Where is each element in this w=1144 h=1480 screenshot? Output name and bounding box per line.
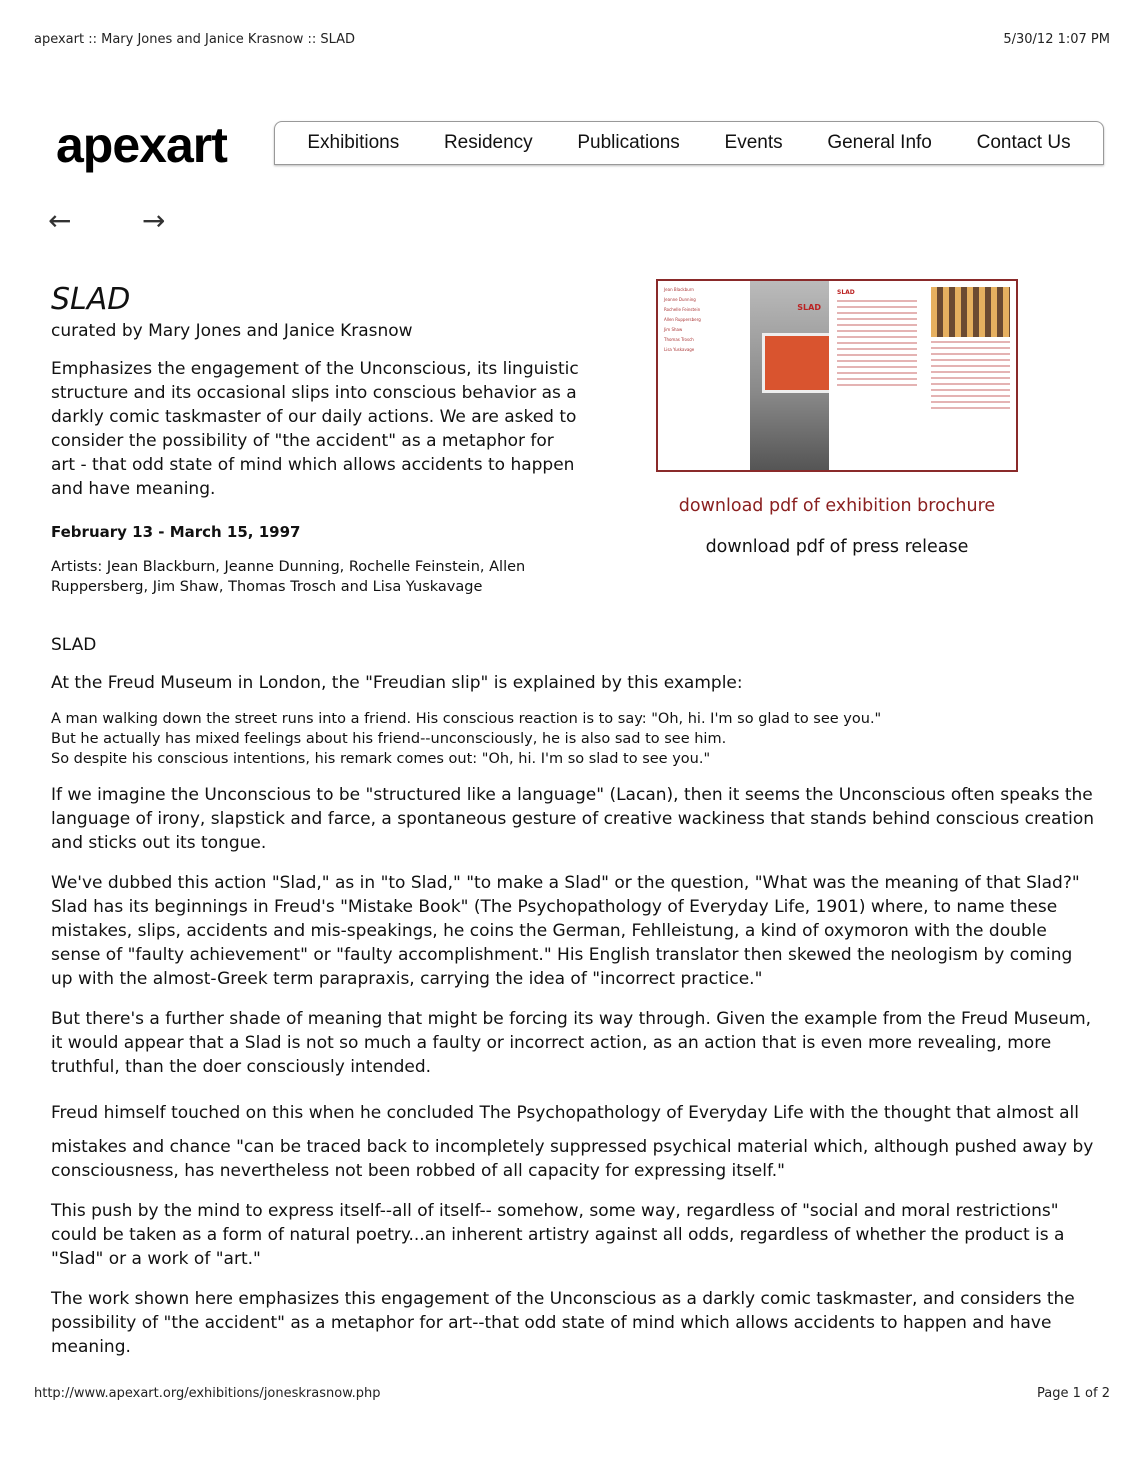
brochure-painting — [931, 287, 1011, 337]
brochure-name: Jean Blackburn — [664, 287, 694, 292]
exhibition-summary: Emphasizes the engagement of the Unconscious, its linguistic structure and its occasional slips into conscious behavior as a darkly comic taskmaster of our daily actions. We are asked to consider the possibility of "the accident" as a metaphor for art - that odd state of mind which allows accidents to happen and have meaning. — [51, 359, 579, 499]
brochure-name: Lisa Yuskavage — [664, 347, 695, 352]
nav-publications[interactable]: Publications — [577, 132, 680, 153]
essay-heading: SLAD — [51, 635, 97, 655]
essay-paragraph: But there's a further shade of meaning that might be forcing its way through. Given the example from the Freud Museum, it would appear that a Slad is not so much a faulty or incorrect action, as an action that is even more revealing, more truthful, than the doer consciously intended. — [51, 1009, 1092, 1077]
brochure-panel-image — [925, 281, 1017, 470]
print-header — [34, 32, 1110, 47]
brochure-text-title: SLAD — [837, 289, 855, 296]
print-datetime: 5/30/12 1:07 PM — [1003, 32, 1110, 47]
brochure-thumbnail[interactable] — [656, 279, 1018, 472]
text-lines — [837, 300, 917, 386]
print-title: apexart :: Mary Jones and Janice Krasnow :: SLAD — [34, 32, 356, 47]
exhibition-info — [51, 282, 581, 597]
essay-paragraph: This push by the mind to express itself--all of itself-- somehow, some way, regardless of "social and moral restrictions" could be taken as a form of natural poetry...an inherent artistry against all odds, regardless of whether the product is a "Slad" or a work of "art." — [51, 1201, 1065, 1269]
curator-line: curated by Mary Jones and Janice Krasnow — [51, 321, 413, 341]
artists-list: Artists: Jean Blackburn, Jeanne Dunning, Rochelle Feinstein, Allen Ruppersberg, Jim Shaw, Thomas Trosch and Lisa Yuskavage — [51, 559, 526, 595]
brochure-panel-names — [658, 281, 750, 470]
essay-intro: At the Freud Museum in London, the "Freudian slip" is explained by this example: — [51, 673, 743, 693]
nav-exhibitions[interactable]: Exhibitions — [307, 132, 400, 153]
brochure-cover-title: SLAD — [797, 303, 821, 312]
quote-line: So despite his conscious intentions, his remark comes out: "Oh, hi. I'm so slad to see you." — [51, 751, 711, 767]
brochure-name: Thomas Trosch — [664, 337, 694, 342]
essay-paragraph: Freud himself touched on this when he concluded The Psychopathology of Everyday Life with the thought that almost all — [51, 1103, 1079, 1123]
brochure-name: Jim Shaw — [664, 327, 683, 332]
essay-paragraph: The work shown here emphasizes this engagement of the Unconscious as a darkly comic taskmaster, and considers the possibility of "the accident" as a metaphor for art--that odd state of mind which allows accidents to happen and have meaning. — [51, 1289, 1075, 1357]
essay — [51, 635, 1096, 1359]
main-nav — [274, 121, 1104, 165]
prev-arrow-icon[interactable]: ← — [48, 204, 72, 237]
nav-general-info[interactable]: General Info — [827, 132, 932, 153]
exhibition-title: SLAD — [51, 282, 131, 317]
page-number: Page 1 of 2 — [1037, 1386, 1110, 1401]
download-press-release-link[interactable]: download pdf of press release — [705, 537, 969, 557]
exhibition-dates: February 13 - March 15, 1997 — [51, 523, 301, 541]
brochure-name: Allen Ruppersberg — [664, 317, 701, 322]
brochure-name: Jeanne Dunning — [664, 297, 696, 302]
brochure-name: Rochelle Feinstein — [664, 307, 701, 312]
quote-line: But he actually has mixed feelings about his friend--unconsciously, he is also sad to see him. — [51, 731, 727, 747]
nav-events[interactable]: Events — [724, 132, 783, 153]
essay-paragraph: If we imagine the Unconscious to be "structured like a language" (Lacan), then it seems the Unconscious often speaks the language of irony, slapstick and farce, a spontaneous gesture of creative wackiness that stands behind conscious creation and sticks out its tongue. — [51, 785, 1095, 853]
next-arrow-icon[interactable]: → — [142, 204, 166, 237]
brochure-cover — [750, 281, 830, 470]
cover-painting — [762, 333, 830, 393]
text-lines — [931, 341, 1011, 409]
nav-residency[interactable]: Residency — [443, 132, 533, 153]
nav-contact-us[interactable]: Contact Us — [976, 132, 1071, 153]
download-brochure-link[interactable]: download pdf of exhibition brochure — [678, 496, 996, 516]
apexart-logo[interactable]: apexart — [56, 117, 227, 173]
quote-line: A man walking down the street runs into a friend. His conscious reaction is to say: "Oh, hi. I'm so glad to see you." — [51, 711, 882, 727]
brochure-panel-text — [829, 281, 925, 470]
freud-example — [51, 709, 1096, 769]
print-url: http://www.apexart.org/exhibitions/joneskrasnow.php — [34, 1386, 381, 1401]
print-footer — [34, 1386, 1110, 1401]
essay-paragraph: We've dubbed this action "Slad," as in "to Slad," "to make a Slad" or the question, "What was the meaning of that Slad?" Slad has its beginnings in Freud's "Mistake Book" (The Psychopathology of Everyday Life, 1901) where, to name these mistakes, slips, accidents and mis-speakings, he coins the German, Fehlleistung, a kind of oxymoron with the double sense of "faulty achievement" or "faulty accomplishment." His English translator then skewed the neologism by coming up with the almost-Greek term parapraxis, carrying the idea of "incorrect practice." — [51, 873, 1080, 989]
essay-paragraph: mistakes and chance "can be traced back to incompletely suppressed psychical material which, although pushed away by consciousness, has nevertheless not been robbed of all capacity for expressing itself." — [51, 1137, 1094, 1181]
